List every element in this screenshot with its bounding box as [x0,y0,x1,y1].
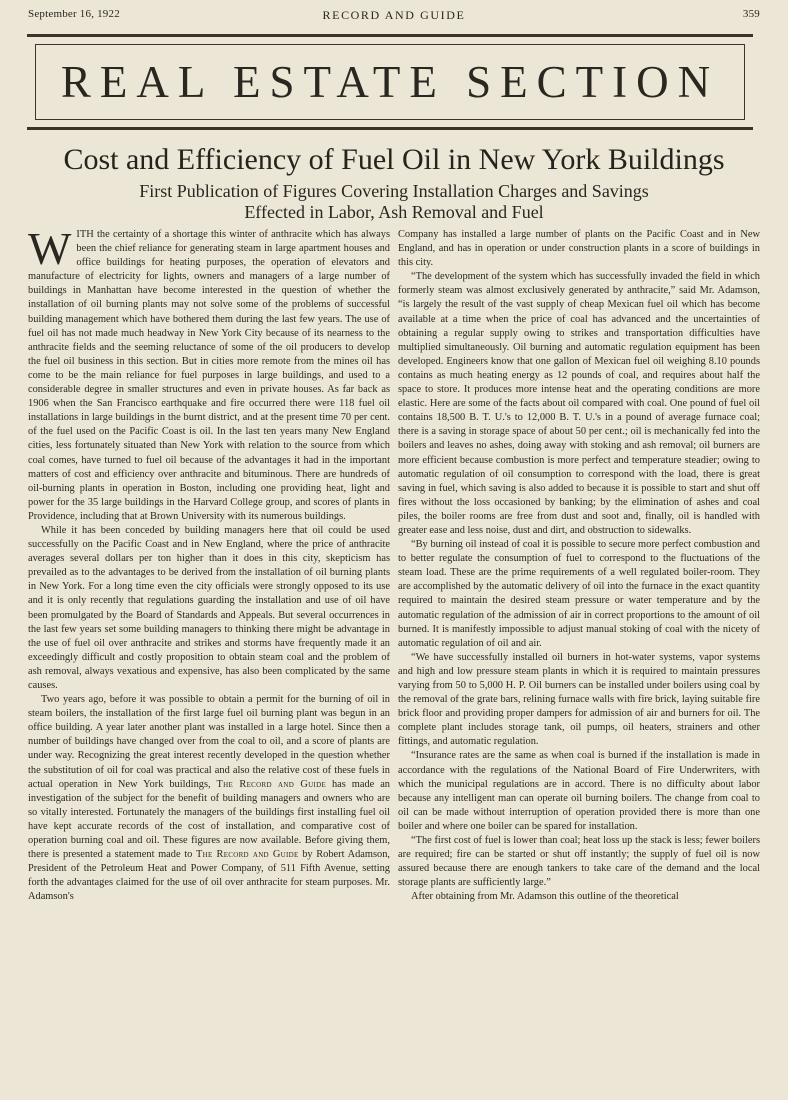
paragraph: “By burning oil instead of coal it is possible to secure more perfect combustion and to better regulate the consumption of fuel to correspond to the fluctuations of the steam load. These are the prime requirements of a well regulated boiler-room. They are accomplished by the automatic delivery of oil into the furnace in the exact quantity required to maintain the desired steam pressure or water temperature and by the automatic regulation of the admission of air in correct proportions to the amount of oil burned. It is manifestly impossible to adjust manual stoking of coal with the nicety of automatic regulation of oil and air. [398,539,760,649]
paragraph: “Insurance rates are the same as when coal is burned if the installation is made in accordance with the regulations of the National Board of Fire Underwriters, with which the municipal regulations are in accord. There is no difficulty about labor because any intelligent man can operate oil burning boilers. The change from coal to oil can be made without interruption of operation provided there is more than one boiler and where one boiler can be spared for installation. [398,750,760,832]
section-banner-frame [35,44,745,120]
paragraph: “The development of the system which has successfully invaded the field in which formerly steam was almost exclusively generated by anthracite,” said Mr. Adamson, “is largely the result of the vast supply of cheap Mexican fuel oil which has become available at a time when the price of coal has advanced and the uncertainties of obtaining a regular supply owing to strikes and transportation difficulties have multiplied simultaneously. Oil burning and automatic regulation equipment has been developed. Engineers know that one gallon of Mexican fuel oil weighing 8.10 pounds contains as much heating energy as 12 pounds of coal, and requires about half the space to store. It produces more intense heat and the operating conditions are more elastic. Here are some of the facts about oil compared with coal. One pound of fuel oil contains 18,500 B. T. U.'s to 12,000 B. T. U.'s in a pound of average furnace coal; there is a saving in storage space of about 50 per cent.; oil is mechanically fed into the boilers and leaves no ashes, doing away with stoking and ash removal; oil burners are more efficient because combustion is more perfect and temperature steadier; owing to automatic regulation of oil consumption to correspond with the load, there is great saving in fuel, which saving is also added to because it is possible to start and shut off fires without the loss occasioned by banking; by the elimination of ashes and coal piles, the boiler rooms are free from dust and soot and, finally, oil is handled with greater ease and less noise, dust and dirt, and obstruction to sidewalks. [398,271,760,536]
drop-cap: W [28,223,72,274]
section-title: REAL ESTATE SECTION [60,57,720,107]
paragraph-text: has made an investigation of the subject for the benefit of building managers and owners who are so vitally interested. Fortunately the managers of the buildings first installing fuel oil have kept accurate records of the cost of installation, and comparative cost of operation burning coal and oil. These figures are now available. Before giving them, there is presented a statement made to [28,778,390,861]
paragraph-text: by Robert Adamson, President of the Petroleum Heat and Power Company, of 511 Fifth Avenue, setting forth the advantages claimed for the use of oil over anthracite for steam purposes. Mr. Adamson's [28,849,390,903]
paragraph: While it has been conceded by building managers here that oil could be used successfully on the Pacific Coast and in New England, where the price of anthracite averages several dollars per ton higher than it does in this city, skepticism has prevailed as to the advantages to be derived from the installation of oil burning plants in New York. For a long time even the city officials were strongly opposed to its use and it is only recently that regulations guarding the installation and use of oil have been promulgated by the Board of Standards and Appeals. But several occurrences in the last few years set some building managers to thinking there might be advantage in the use of fuel oil over anthracite and strikes and storms have frequently made it an exceedingly difficult and costly proposition to obtain steam coal and the problem of ash removal, always vexatious and expensive, has also been complicated by the same causes. [28,524,390,691]
publication-name: The Record and Guide [195,849,299,861]
publication-name: The Record and Guide [216,778,327,790]
paragraph [28,693,390,904]
paragraph: After obtaining from Mr. Adamson this outline of the theoretical [411,891,679,903]
paragraph: Company has installed a large number of plants on the Pacific Coast and in New England, and has in operation or under construction plants in a score of buildings in this city. [398,229,760,269]
article-headline: Cost and Efficiency of Fuel Oil in New York Buildings [63,143,725,176]
article-subhead: First Publication of Figures Covering Installation Charges and Savings Effected in Labor, Ash Removal and Fuel [139,181,649,222]
paragraph: “The first cost of fuel is lower than coal; heat loss up the stack is less; fewer boilers are required; fire can be started or shut off instantly; the supply of fuel oil is now assured because there are enough tankers to take care of the demand and the local storage plants are sufficiently large.” [398,835,760,889]
paragraph-text: Two years ago, before it was possible to obtain a permit for the burning of oil in steam boilers, the installation of the first large fuel oil burning plant was begun in an office building. A year later another plant was installed in a large hotel. Since then a number of buildings have changed over from the coal to oil, and a score of plants are under way. Recognizing the great interest recently developed in the question whether the substitution of oil for coal was practical and also the relative cost of these fuels in actual operation in New York buildings, [28,694,390,790]
page-number: 359 [742,8,760,20]
issue-date: September 16, 1922 [28,8,120,20]
magazine-title: RECORD AND GUIDE [322,8,466,22]
article-column-right [398,228,760,905]
running-head [28,8,760,24]
paragraph [28,223,390,524]
paragraph: “We have successfully installed oil burners in hot-water systems, vapor systems and high and low pressure steam plants in which it is required to maintain pressures varying from 50 to 5,000 H. P. Oil burners can be installed under boilers using coal by the removal of the grate bars, relining furnace walls with fire brick, laying suitable fire brick floor and providing proper dampers for admission of air and burners for oil. The complete plant includes storage tank, oil pumps, oil heaters, strainers and other fittings, and automatic regulation. [398,651,760,748]
article-column-left [28,223,390,905]
section-banner [27,34,753,130]
paragraph-text: ITH the certainty of a shortage this winter of anthracite which has always been the chief reliance for generating steam in large apartment houses and office buildings for heating purposes, the operation of elevators and manufacture of electricity for lights, owners and managers of a large number of buildings in Manhattan have become interested in the question of whether the installation of oil burning plants may not solve some of the problems of successful building management which have bothered them during the last few years. The use of fuel oil has not made much headway in New York City because of its nearness to the anthracite fields and the seeming reluctance of some of the oil producers to develop the fuel oil business in this section. But in cities more remote from the mines oil has come to be the main reliance for fuel purposes in large buildings, and used to a considerable degree in smaller structures and even in private houses. As far back as 1906 when the San Francisco earthquake and fire occurred there were 118 fuel oil installations in large buildings in the burnt district, and at the present time 70 per cent. of the fuel used on the Pacific Coast is oil. In the last ten years many New England cities, less fortunately situated than New York with relation to the source from which coal comes, have turned to fuel oil because of the advantages it had in the important matters of cost and efficiency over anthracite and bituminous. There are hundreds of oil-burning plants in operation in Boston, including one providing heat, light and power for the 35 large buildings in the Harvard College group, and scores of plants in Providence, including that at Brown University with its numerous buildings. [28,229,390,522]
